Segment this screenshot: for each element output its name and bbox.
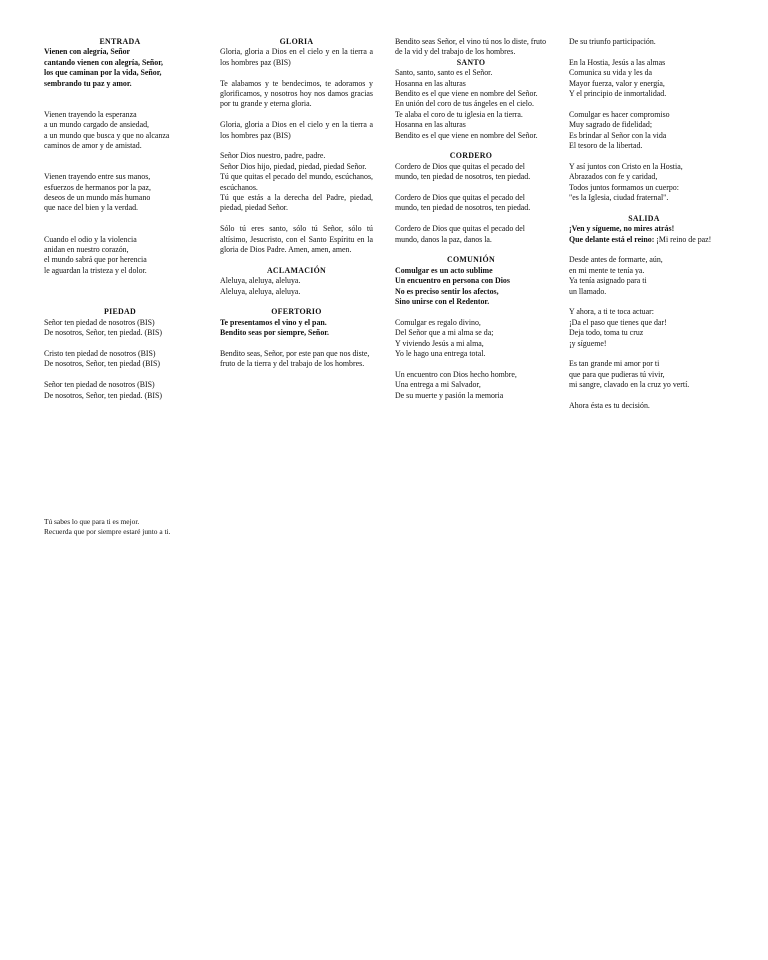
santo-heading: SANTO xyxy=(456,57,486,67)
verse-line: Es brindar al Señor con la vida xyxy=(569,130,667,140)
verse-line: Bendito es el que viene en nombre del Señor. xyxy=(395,130,538,140)
verse-line: En unión del coro de tus ángeles en el cielo. xyxy=(395,99,534,109)
salida-final-line: Ahora ésta es tu decisión. xyxy=(569,401,650,411)
verse-line: ¡Mi reino de paz! xyxy=(654,234,712,244)
column-2 xyxy=(220,37,373,370)
comunion-verse-5 xyxy=(569,162,719,204)
piedad-stanza-1 xyxy=(44,318,196,339)
verse-line: deseos de un mundo más humano xyxy=(44,193,151,203)
salida-heading: SALIDA xyxy=(628,213,660,223)
verse-line: No es preciso sentir los afectos, xyxy=(395,286,499,296)
aclamacion-lines xyxy=(220,276,373,297)
entrada-verse-2 xyxy=(44,172,196,214)
comunion-verse-2 xyxy=(395,370,547,401)
verse-line: De nosotros, Señor, ten piedad. (BIS) xyxy=(44,390,163,400)
comunion-verse-2-end: De su triunfo participación. xyxy=(569,37,656,46)
gloria-paragraph: Sólo tú eres santo, sólo tú Señor, sólo tú altísimo, Jesucristo, con el Santo Espíritu en la gloria de Dios Padre. Amen, amen, amen. xyxy=(220,224,373,255)
comunion-verse-3 xyxy=(569,58,719,100)
cordero-paragraph: Cordero de Dios que quitas el pecado del mundo, ten piedad de nosotros, ten piedad. xyxy=(395,193,531,213)
gloria-line: Señor Dios hijo, piedad, piedad, piedad Señor. xyxy=(220,161,367,171)
verse-line: Aleluya, aleluya, aleluya. xyxy=(220,286,301,296)
verse-line: Cuando el odio y la violencia xyxy=(44,234,137,244)
verse-line: en mi mente te tenía ya. xyxy=(569,265,645,275)
gloria-paragraph: Gloria, gloria a Dios en el cielo y en la tierra a los hombres paz (BIS) xyxy=(220,120,373,140)
entrada-verse-1 xyxy=(44,110,196,152)
verse-line: Es tan grande mi amor por ti xyxy=(569,359,660,369)
verse-line: Un encuentro con Dios hecho hombre, xyxy=(395,369,517,379)
comunion-verse-4 xyxy=(569,110,719,152)
verse-line: "es la Iglesia, ciudad fraternal". xyxy=(569,193,669,203)
verse-line: Desde antes de formarte, aún, xyxy=(569,255,663,265)
verse-line: Ya tenía asignado para ti xyxy=(569,276,647,286)
aclamacion-heading: ACLAMACIÓN xyxy=(266,265,327,275)
verse-line: Bendito seas por siempre, Señor. xyxy=(220,328,330,338)
verse-line: Aleluya, aleluya, aleluya. xyxy=(220,276,301,286)
column-1 xyxy=(44,37,196,401)
verse-line: Un encuentro en persona con Dios xyxy=(395,276,510,286)
verse-line: De nosotros, Señor, ten piedad (BIS) xyxy=(44,359,161,369)
verse-line: Comulgar es hacer compromiso xyxy=(569,109,670,119)
verse-line: Te presentamos el vino y el pan. xyxy=(220,317,327,327)
verse-line: Y así juntos con Cristo en la Hostia, xyxy=(569,161,683,171)
verse-line: Vienen trayendo entre sus manos, xyxy=(44,172,151,182)
verse-line: Mayor fuerza, valor y energía, xyxy=(569,78,665,88)
verse-line: el mundo sabrá que por herencia xyxy=(44,255,147,265)
entrada-heading: ENTRADA xyxy=(99,37,141,46)
verse-line: a un mundo cargado de ansiedad, xyxy=(44,120,150,130)
verse-line: Hosanna en las alturas xyxy=(395,120,466,130)
piedad-heading: PIEDAD xyxy=(103,307,137,317)
comunion-verse-1 xyxy=(395,318,547,360)
verse-line: a un mundo que busca y que no alcanza xyxy=(44,130,170,140)
gloria-heading: GLORIA xyxy=(279,37,314,46)
verse-line: ¡Da el paso que tienes que dar! xyxy=(569,317,667,327)
column-4 xyxy=(569,37,719,412)
verse-line: Vienen trayendo la esperanza xyxy=(44,109,137,119)
cordero-paragraph: Cordero de Dios que quitas el pecado del mundo, danos la paz, danos la. xyxy=(395,224,525,244)
verse-line: esfuerzos de hermanos por la paz, xyxy=(44,182,151,192)
column-3 xyxy=(395,37,547,401)
verse-line: Comunica su vida y les da xyxy=(569,68,653,78)
verse-line: De su muerte y pasión la memoria xyxy=(395,390,504,400)
verse-line: ¡Ven y sígueme, no mires atrás! xyxy=(569,224,675,234)
verse-line: Que delante está el reino: xyxy=(569,234,655,244)
verse-line: que nace del bien y la verdad. xyxy=(44,203,138,213)
verse-line: Deja todo, toma tu cruz xyxy=(569,328,644,338)
verse-line: Comulgar es un acto sublime xyxy=(395,265,493,275)
comunion-heading: COMUNIÓN xyxy=(447,255,495,265)
verse-line: Yo le hago una entrega total. xyxy=(395,349,486,359)
footer-note xyxy=(44,517,170,538)
gloria-paragraph: Te alabamos y te bendecimos, te adoramos y glorificamos, y nosotros hoy nos damos gracias por tu grande y eterna gloria. xyxy=(220,78,373,109)
entrada-chorus xyxy=(44,47,196,89)
entrada-chorus-line: cantando vienen con alegría, Señor, xyxy=(44,57,163,67)
piedad-stanza-3 xyxy=(44,380,196,401)
salida-verse-2 xyxy=(569,307,719,349)
cordero-paragraph: Cordero de Dios que quitas el pecado del mundo, ten piedad de nosotros, ten piedad. xyxy=(395,161,531,182)
verse-line: le aguardan la tristeza y el dolor. xyxy=(44,265,147,275)
verse-line: Comulgar es regalo divino, xyxy=(395,317,481,327)
verse-line: Y ahora, a ti te toca actuar: xyxy=(569,307,654,317)
verse-line: Muy sagrado de fidelidad; xyxy=(569,120,653,130)
gloria-line: Tú que estás a la derecha del Padre, piedad, piedad, piedad Señor. xyxy=(220,193,373,213)
verse-line: Todos juntos formamos un cuerpo: xyxy=(569,182,679,192)
entrada-verse-3 xyxy=(44,235,196,277)
entrada-chorus-line: sembrando tu paz y amor. xyxy=(44,78,132,88)
verse-line: Del Señor que a mi alma se da; xyxy=(395,328,494,338)
verse-line: ¡y sígueme! xyxy=(569,338,607,348)
ofertorio-refrain xyxy=(220,318,373,339)
verse-line: Te alaba el coro de tu iglesia en la tierra. xyxy=(395,109,523,119)
verse-line: Santo, santo, santo es el Señor. xyxy=(395,68,493,78)
comunion-refrain xyxy=(395,266,547,308)
verse-line: Cristo ten piedad de nosotros (BIS) xyxy=(44,349,156,359)
verse-line: Y el principio de inmortalidad. xyxy=(569,89,667,99)
verse-line: Abrazados con fe y caridad, xyxy=(569,172,658,182)
verse-line: De nosotros, Señor, ten piedad. (BIS) xyxy=(44,328,163,338)
verse-line: Una entrega a mi Salvador, xyxy=(395,380,481,390)
verse-line: Bendito es el que viene en nombre del Señor. xyxy=(395,89,538,99)
verse-line: Y viviendo Jesús a mi alma, xyxy=(395,338,484,348)
salida-verse-1 xyxy=(569,255,719,297)
footer-line: Tú sabes lo que para ti es mejor. xyxy=(44,517,140,526)
ofertorio-heading: OFERTORIO xyxy=(271,307,322,317)
salida-refrain xyxy=(569,224,719,245)
gloria-line: Señor Dios nuestro, padre, padre. xyxy=(220,151,326,161)
verse-line: anidan en nuestro corazón, xyxy=(44,245,129,255)
ofertorio-paragraph-2: Bendito seas Señor, el vino tú nos lo diste, fruto de la vid y del trabajo de los hombres. xyxy=(395,37,547,57)
verse-line: Señor ten piedad de nosotros (BIS) xyxy=(44,317,155,327)
gloria-paragraph xyxy=(220,151,373,213)
verse-line: mi sangre, clavado en la cruz yo vertí. xyxy=(569,380,690,390)
verse-line: un llamado. xyxy=(569,286,607,296)
gloria-paragraph: Gloria, gloria a Dios en el cielo y en la tierra a los hombres paz (BIS) xyxy=(220,47,373,67)
footer-line: Recuerda que por siempre estaré junto a ti. xyxy=(44,527,171,537)
entrada-chorus-line: los que caminan por la vida, Señor, xyxy=(44,68,162,78)
verse-line: Señor ten piedad de nosotros (BIS) xyxy=(44,380,155,390)
verse-line: El tesoro de la libertad. xyxy=(569,141,643,151)
verse-line: En la Hostia, Jesús a las almas xyxy=(569,57,666,67)
salida-verse-3 xyxy=(569,359,719,390)
verse-line: Hosanna en las alturas xyxy=(395,78,466,88)
verse-line: caminos de amor y de amistad. xyxy=(44,141,142,151)
verse-line: Sino unirse con el Redentor. xyxy=(395,297,490,307)
gloria-line: Tú que quitas el pecado del mundo, escúchanos, escúchanos. xyxy=(220,172,373,192)
entrada-chorus-line: Vienen con alegría, Señor xyxy=(44,47,131,57)
ofertorio-paragraph: Bendito seas, Señor, por este pan que nos diste, fruto de la tierra y del trabajo de los hombres. xyxy=(220,349,370,369)
piedad-stanza-2 xyxy=(44,349,196,370)
santo-text xyxy=(395,68,547,141)
cordero-heading: CORDERO xyxy=(449,151,493,161)
verse-line: que para que pudieras tú vivir, xyxy=(569,369,665,379)
